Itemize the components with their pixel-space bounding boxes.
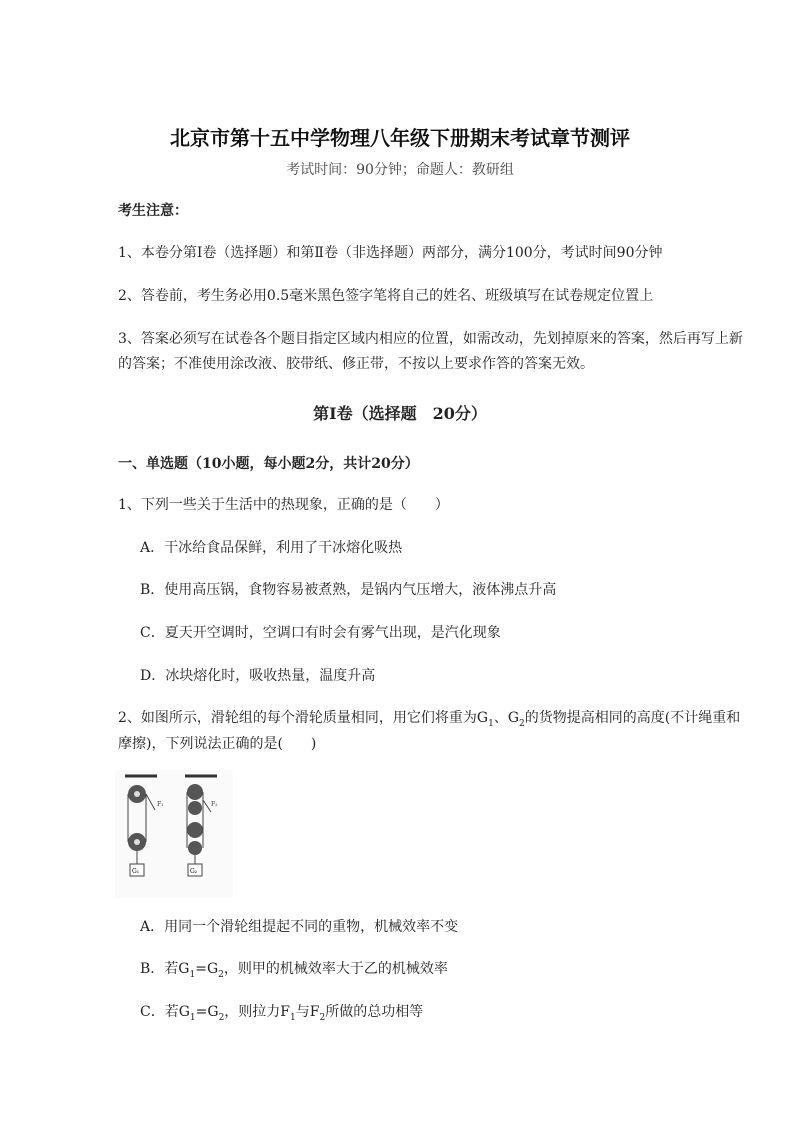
part-heading: 一、单选题（10小题，每小题2分，共计20分） <box>118 456 419 472</box>
text: 与F <box>295 1004 320 1020</box>
notice-heading: 考生注意： <box>118 203 188 219</box>
q1-option-c: C．夏天开空调时，空调口有时会有雾气出现，是汽化现象 <box>140 625 501 641</box>
text: 2、如图所示，滑轮组的每个滑轮质量相同，用它们将重为G <box>118 710 489 726</box>
subscript: 1 <box>189 969 196 980</box>
subscript: 2 <box>519 718 525 729</box>
text: =G <box>195 961 219 977</box>
q1-option-b: B．使用高压锅，食物容易被煮熟，是锅内气压增大，液体沸点升高 <box>140 582 557 598</box>
text: =G <box>195 1004 219 1020</box>
exam-title: 北京市第十五中学物理八年级下册期末考试章节测评 <box>170 126 630 150</box>
subscript: 1 <box>189 1012 196 1023</box>
text: 的货物提高相同的高度(不计绳重和 <box>524 710 741 726</box>
notice-item: 1、本卷分第Ⅰ卷（选择题）和第Ⅱ卷（非选择题）两部分，满分100分，考试时间90分钟 <box>118 245 663 261</box>
f2-label: F₂ <box>211 801 218 808</box>
question-1-stem: 1、下列一些关于生活中的热现象，正确的是（ ） <box>118 497 449 513</box>
subscript: 2 <box>218 1012 225 1023</box>
q1-option-a: A．干冰给食品保鲜，利用了干冰熔化吸热 <box>140 540 403 556</box>
q2-option-a: A．用同一个滑轮组提起不同的重物，机械效率不变 <box>140 919 459 935</box>
subscript: 2 <box>319 1012 326 1023</box>
notice-item: 2、答卷前，考生务必用0.5毫米黑色签字笔将自己的姓名、班级填写在试卷规定位置上 <box>118 288 654 304</box>
q2-option-b <box>140 959 448 985</box>
text: 、G <box>493 710 520 726</box>
text: ，则拉力F <box>224 1004 291 1020</box>
subscript: 1 <box>488 718 494 729</box>
question-2-stem <box>118 708 740 734</box>
q2-option-c <box>140 1002 423 1028</box>
f1-label: F₁ <box>157 801 164 808</box>
q1-option-d: D．冰块熔化时，吸收热量，温度升高 <box>140 668 376 684</box>
subscript: 1 <box>290 1012 296 1023</box>
g2-label: G₂ <box>190 868 198 875</box>
pulley-diagram <box>115 770 233 898</box>
exam-subtitle: 考试时间：90分钟；命题人：教研组 <box>286 162 514 178</box>
g1-label: G₁ <box>132 868 140 875</box>
text: ，则甲的机械效率大于乙的机械效率 <box>223 961 448 977</box>
notice-item-continued: 的答案；不准使用涂改液、胶带纸、修正带，不按以上要求作答的答案无效。 <box>118 356 594 372</box>
notice-item: 3、答案必须写在试卷各个题目指定区域内相应的位置，如需改动，先划掉原来的答案，然后再写上新 <box>118 331 743 347</box>
section-title: 第Ⅰ卷（选择题 20分） <box>313 404 487 423</box>
text: B．若G <box>140 961 190 977</box>
question-2-stem-continued: 摩擦)，下列说法正确的是( ) <box>118 736 317 752</box>
text: 所做的总功相等 <box>325 1004 424 1020</box>
subscript: 2 <box>218 969 224 980</box>
text: C．若G <box>140 1004 190 1020</box>
